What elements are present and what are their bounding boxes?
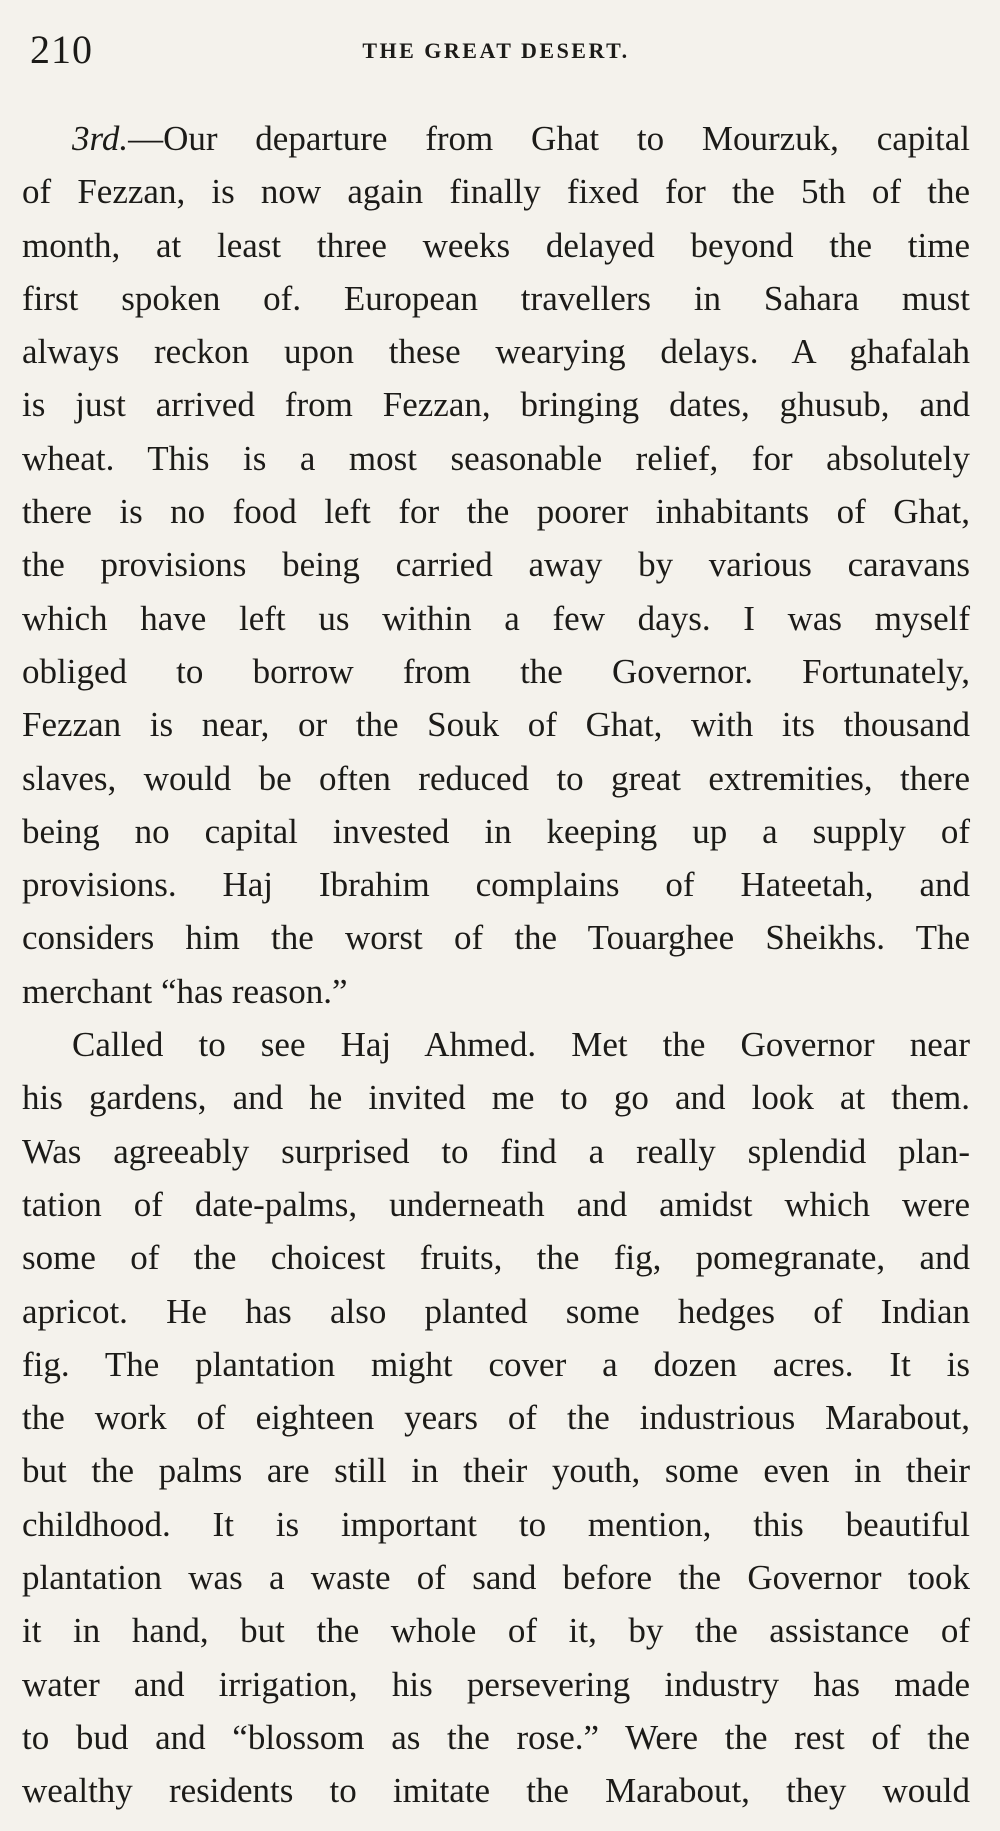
text-line: tation of date-palms, underneath and amidst which were xyxy=(22,1184,970,1224)
text-line: considers him the worst of the Touarghee Sheikhs. The xyxy=(22,918,970,958)
text-line: first spoken of. European travellers in Sahara must xyxy=(22,278,970,318)
text-line: month, at least three weeks delayed beyond the time xyxy=(22,225,970,265)
text-line: plantation was a waste of sand before the Governor took xyxy=(22,1558,970,1598)
text-line: childhood. It is important to mention, this beautiful xyxy=(22,1504,970,1544)
text-line: but the palms are still in their youth, some even in their xyxy=(22,1451,970,1491)
text-line: it in hand, but the whole of it, by the assistance of xyxy=(22,1611,970,1651)
text-line: wealthy residents to imitate the Marabout, they would xyxy=(22,1771,970,1811)
text-line: wheat. This is a most seasonable relief, for absolutely xyxy=(22,438,970,478)
text-line: being no capital invested in keeping up a supply of xyxy=(22,811,970,851)
text-line: to bud and “blossom as the rose.” Were the rest of the xyxy=(22,1717,970,1757)
text-line: is just arrived from Fezzan, bringing dates, ghusub, and xyxy=(22,385,970,425)
text-line: there is no food left for the poorer inhabitants of Ghat, xyxy=(22,492,970,532)
text-line: slaves, would be often reduced to great extremities, there xyxy=(22,758,970,798)
text-line: water and irrigation, his persevering industry has made xyxy=(22,1664,970,1704)
text-line: merchant “has reason.” xyxy=(22,971,348,1011)
page-number: 210 xyxy=(30,27,93,72)
text-line: fig. The plantation might cover a dozen acres. It is xyxy=(22,1344,970,1384)
text-line: the provisions being carried away by various caravans xyxy=(22,545,970,585)
text-line: Called to see Haj Ahmed. Met the Governor near xyxy=(72,1025,970,1065)
body-text xyxy=(22,112,970,1818)
text-line: the work of eighteen years of the industrious Marabout, xyxy=(22,1398,970,1438)
line-text: —Our departure from Ghat to Mourzuk, capital xyxy=(128,119,970,158)
text-line xyxy=(22,112,970,165)
paragraph-1 xyxy=(22,112,970,1018)
running-title: THE GREAT DESERT. xyxy=(362,38,630,63)
text-line: provisions. Haj Ibrahim complains of Hateetah, and xyxy=(22,865,970,905)
text-line: which have left us within a few days. I was myself xyxy=(22,598,970,638)
text-line: always reckon upon these wearying delays. A ghafalah xyxy=(22,332,970,372)
text-line: obliged to borrow from the Governor. Fortunately, xyxy=(22,651,970,691)
text-line: his gardens, and he invited me to go and look at them. xyxy=(22,1078,970,1118)
paragraph-2 xyxy=(22,1018,970,1817)
text-line: Was agreeably surprised to find a really splendid plan- xyxy=(22,1131,970,1171)
book-page xyxy=(22,0,970,1831)
date-label: 3rd. xyxy=(72,119,129,158)
text-line: apricot. He has also planted some hedges of Indian xyxy=(22,1291,970,1331)
text-line: Fezzan is near, or the Souk of Ghat, with its thousand xyxy=(22,705,970,745)
text-line: of Fezzan, is now again finally fixed for the 5th of the xyxy=(22,172,970,212)
text-line: some of the choicest fruits, the fig, pomegranate, and xyxy=(22,1238,970,1278)
running-head xyxy=(22,0,970,112)
